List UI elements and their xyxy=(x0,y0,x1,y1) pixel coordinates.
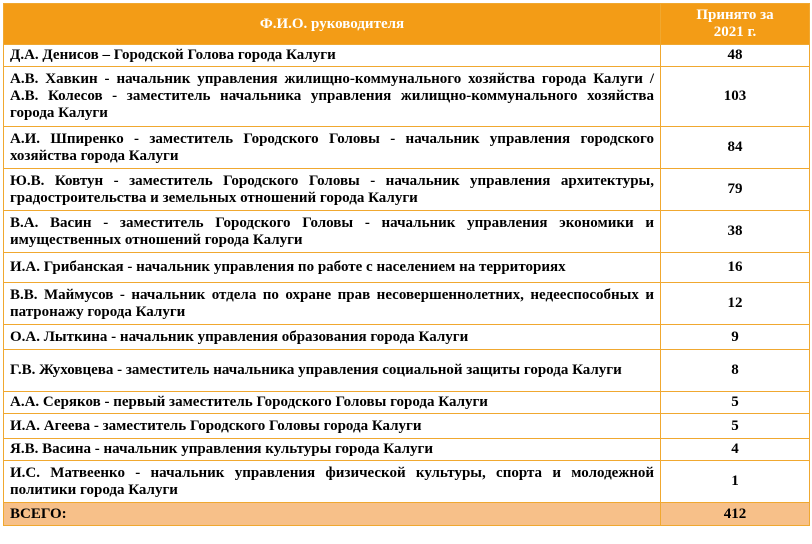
row-name: О.А. Лыткина - начальник управления образования города Калуги xyxy=(4,325,661,350)
table-row xyxy=(4,392,810,414)
table-total-row xyxy=(4,503,810,526)
table-row xyxy=(4,45,810,67)
row-count: 5 xyxy=(661,414,810,439)
table-row xyxy=(4,253,810,283)
row-count: 9 xyxy=(661,325,810,350)
row-name: И.А. Агеева - заместитель Городского Головы города Калуги xyxy=(4,414,661,439)
row-count: 48 xyxy=(661,45,810,67)
row-count: 1 xyxy=(661,461,810,503)
row-name: Г.В. Жуховцева - заместитель начальника управления социальной защиты города Калуги xyxy=(4,350,661,392)
row-count: 103 xyxy=(661,67,810,127)
header-name-column: Ф.И.О. руководителя xyxy=(4,4,661,45)
table-row xyxy=(4,283,810,325)
header-count-column xyxy=(661,4,810,45)
header-count-line1: Принято за xyxy=(696,7,774,23)
row-name: А.И. Шпиренко - заместитель Городского Головы - начальник управления городского хозяйства города Калуги xyxy=(4,127,661,169)
row-name: Я.В. Васина - начальник управления культуры города Калуги xyxy=(4,439,661,461)
row-count: 4 xyxy=(661,439,810,461)
row-count: 79 xyxy=(661,169,810,211)
row-name: И.С. Матвеенко - начальник управления физической культуры, спорта и молодежной политики города Калуги xyxy=(4,461,661,503)
table-row xyxy=(4,127,810,169)
header-count-line2: 2021 г. xyxy=(713,24,757,40)
row-name: А.А. Серяков - первый заместитель Городского Головы города Калуги xyxy=(4,392,661,414)
row-name: В.А. Васин - заместитель Городского Головы - начальник управления экономики и имущественных отношений города Калуги xyxy=(4,211,661,253)
table-row xyxy=(4,211,810,253)
row-name: В.В. Маймусов - начальник отдела по охране прав несовершеннолетних, недееспособных и патронажу города Калуги xyxy=(4,283,661,325)
row-count: 5 xyxy=(661,392,810,414)
row-name: Ю.В. Ковтун - заместитель Городского Головы - начальник управления архитектуры, градостроительства и земельных отношений города Калуги xyxy=(4,169,661,211)
row-name: И.А. Грибанская - начальник управления по работе с населением на территориях xyxy=(4,253,661,283)
table-header-row xyxy=(4,4,810,45)
table-row xyxy=(4,439,810,461)
table-row xyxy=(4,67,810,127)
row-count: 38 xyxy=(661,211,810,253)
row-count: 12 xyxy=(661,283,810,325)
row-count: 16 xyxy=(661,253,810,283)
row-name: А.В. Хавкин - начальник управления жилищно-коммунального хозяйства города Калуги / А.В. Колесов - заместитель начальника управления жилищно-коммунального хозяйства города Калуги xyxy=(4,67,661,127)
heads-table xyxy=(3,3,810,526)
row-count: 8 xyxy=(661,350,810,392)
table-row xyxy=(4,325,810,350)
total-label: ВСЕГО: xyxy=(4,503,661,526)
document-table-container xyxy=(3,3,809,526)
row-name: Д.А. Денисов – Городской Голова города Калуги xyxy=(4,45,661,67)
table-row xyxy=(4,169,810,211)
table-row xyxy=(4,461,810,503)
table-row xyxy=(4,350,810,392)
row-count: 84 xyxy=(661,127,810,169)
table-row xyxy=(4,414,810,439)
total-count: 412 xyxy=(661,503,810,526)
